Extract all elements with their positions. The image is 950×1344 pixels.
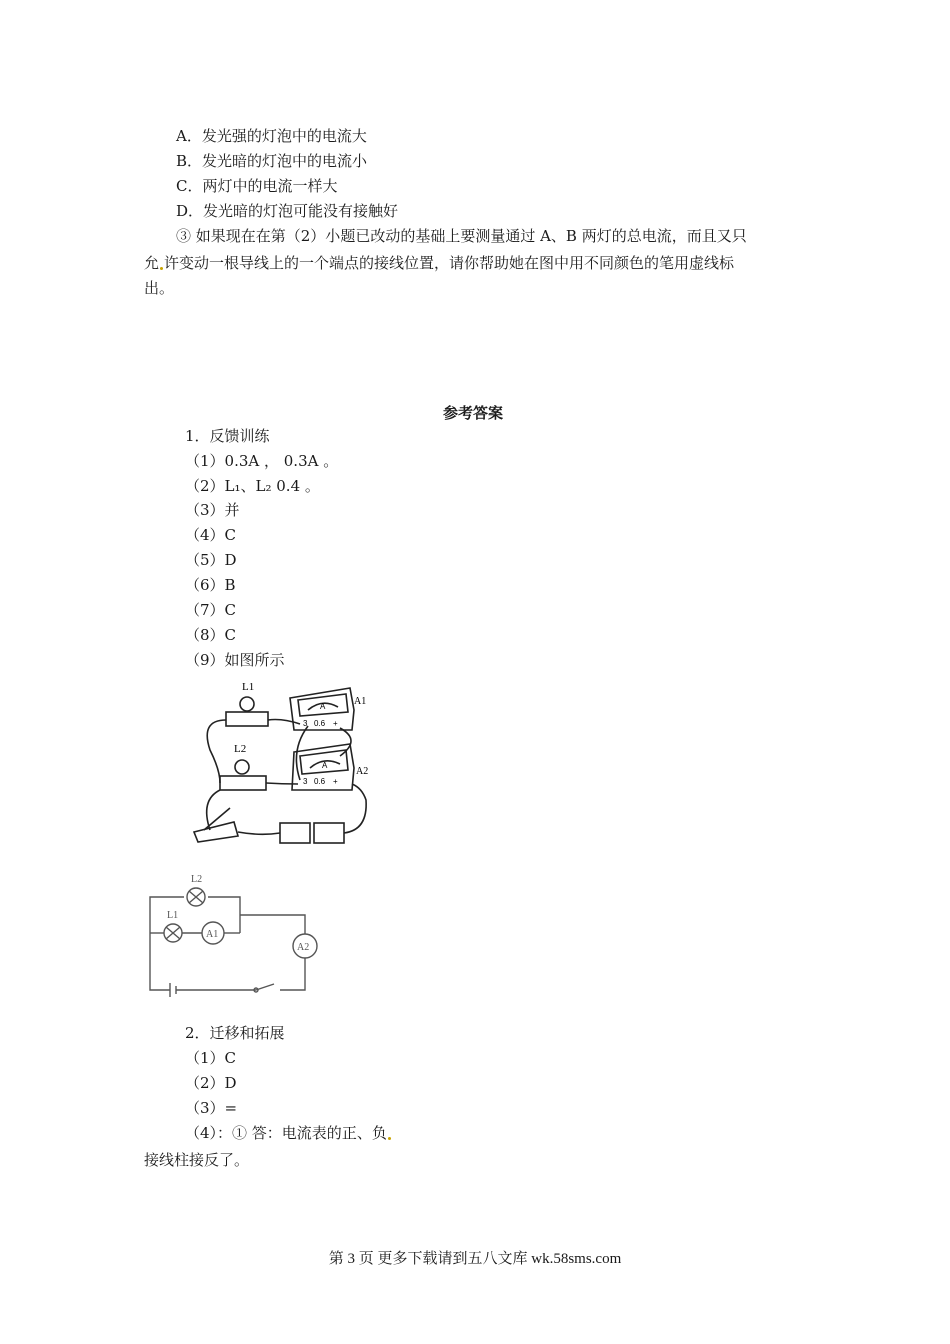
option-a: A．发光强的灯泡中的电流大 (176, 127, 367, 145)
schematic-lamp2-label: L2 (191, 874, 203, 885)
answer-title: 参考答案 (443, 404, 504, 422)
ammeter1-label: A1 (354, 696, 367, 707)
ammeter2-terminal-plus: + (333, 777, 338, 786)
schematic-lamp1-label: L1 (167, 910, 179, 921)
ammeter2-terminal-3: 3 (303, 777, 308, 786)
lamp1-label: L1 (242, 681, 255, 693)
option-b: B．发光暗的灯泡中的电流小 (176, 152, 368, 170)
physical-circuit-figure (190, 680, 380, 850)
marker-dot (160, 267, 163, 270)
section2-item: （3）= (185, 1099, 238, 1117)
section1-item: （1）0.3A ， 0.3A 。 (185, 452, 339, 470)
section2-item4 (185, 1123, 392, 1143)
section1-item: （7）C (185, 601, 237, 619)
section2-item: （1）C (185, 1049, 237, 1067)
section2-item4-text: （4）：① 答：电流表的正、负 (185, 1124, 387, 1142)
lamp2-base (220, 776, 266, 790)
section1-item: （2）L₁、L₂ 0.4 。 (185, 477, 320, 495)
ammeter2-face-letter: A (322, 761, 328, 770)
section1-heading: 1．反馈训练 (185, 427, 270, 445)
section1-item: （9）如图所示 (185, 651, 285, 669)
schematic-circuit-figure (140, 870, 340, 1000)
ammeter1-terminal-plus: + (333, 719, 338, 728)
battery-2 (314, 823, 344, 843)
lamp2-bulb-icon (235, 760, 249, 774)
lamp1-base (226, 712, 268, 726)
question3-line3: 出。 (144, 279, 175, 297)
section1-item: （8）C (185, 626, 237, 644)
question3-line2-start: 允 (144, 254, 160, 272)
section2-item: （2）D (185, 1074, 237, 1092)
section1-item: （6）B (185, 576, 236, 594)
switch-blade (256, 984, 274, 990)
ammeter2-terminal-06: 0.6 (314, 777, 326, 786)
ammeter1-face-letter: A (320, 702, 326, 711)
question3-line2-rest: 许变动一根导线上的一个端点的接线位置，请你帮助她在图中用不同颜色的笔用虚线标 (164, 254, 735, 272)
option-c: C．两灯中的电流一样大 (176, 177, 338, 195)
section2-heading: 2．迁移和拓展 (185, 1024, 285, 1042)
schematic-ammeter2-label: A2 (297, 942, 310, 953)
schematic-ammeter1-label: A1 (206, 929, 219, 940)
switch-base (194, 822, 238, 842)
marker-dot (388, 1137, 391, 1140)
question3-line1: ③ 如果现在在第（2）小题已改动的基础上要测量通过 A、B 两灯的总电流，而且又只 (176, 227, 747, 245)
section1-item: （4）C (185, 526, 237, 544)
battery-1 (280, 823, 310, 843)
question3-line2 (144, 253, 734, 273)
section2-item4-continuation: 接线柱接反了。 (144, 1151, 250, 1169)
section1-item: （3）并 (185, 501, 240, 519)
ammeter1-terminal-06: 0.6 (314, 719, 326, 728)
lamp2-label: L2 (234, 743, 247, 755)
ammeter1-terminal-3: 3 (303, 719, 308, 728)
lamp1-bulb-icon (240, 697, 254, 711)
section1-item: （5）D (185, 551, 237, 569)
option-d: D．发光暗的灯泡可能没有接触好 (176, 202, 399, 220)
page-footer: 第 3 页 更多下载请到五八文库 wk.58sms.com (328, 1251, 622, 1267)
ammeter2-label: A2 (356, 766, 369, 777)
